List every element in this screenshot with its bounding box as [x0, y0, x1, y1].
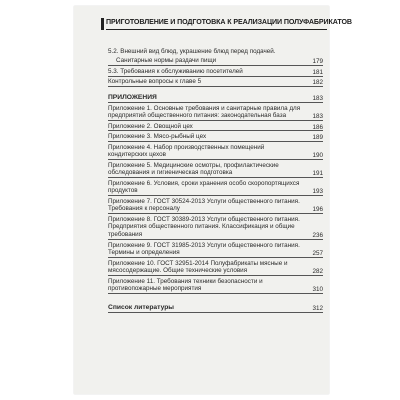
toc-entry-page: 191 [312, 170, 323, 178]
toc-entry [108, 78, 323, 87]
toc-entry-text: Приложение 9. ГОСТ 31985-2013 Услуги общественного питания. Термины и определения [108, 242, 323, 258]
toc-entry-page: 193 [312, 188, 323, 196]
toc-entry-text: Приложение 7. ГОСТ 30524-2013 Услуги общественного питания. Требования к персоналу [108, 198, 323, 214]
toc-entry-text: Приложение 4. Набор производственных помещений кондитерских цехов [108, 144, 323, 160]
toc-entry [108, 133, 323, 142]
toc-entry-page: 282 [312, 268, 323, 276]
header-bar [101, 18, 104, 30]
toc-entry-page: 236 [312, 232, 323, 240]
toc-entry-text: Санитарные нормы раздачи пищи [108, 57, 323, 66]
toc-entry-page: 182 [312, 79, 323, 87]
toc-entry [108, 123, 323, 132]
toc-entry-page: 310 [312, 286, 323, 294]
toc-entry [108, 105, 323, 121]
toc-entry-page: 183 [312, 95, 323, 103]
toc-entry [108, 216, 323, 240]
toc-entry-page: 312 [312, 304, 323, 312]
toc-entry-page: 183 [312, 113, 323, 121]
toc-entry [108, 180, 323, 196]
toc-entry-text: 5.3. Требования к обслуживанию посетителей [108, 68, 323, 77]
toc-entry-page: 189 [312, 134, 323, 142]
toc-entry [108, 162, 323, 178]
toc-entry-text: Приложение 2. Овощной цех [108, 123, 323, 132]
toc-entry-text: Приложение 3. Мясо-рыбный цех [108, 133, 323, 142]
toc-entry-page: 190 [312, 152, 323, 160]
toc-entry-page: 196 [312, 206, 323, 214]
toc-entry [108, 242, 323, 258]
book-page [74, 6, 352, 394]
toc-entry-page: 257 [312, 250, 323, 258]
toc-entry [108, 260, 323, 276]
toc-entry [108, 68, 323, 77]
toc-entry-text: Приложение 11. Требования техники безопасности и противопожарные мероприятия [108, 278, 323, 294]
table-of-contents [108, 48, 323, 314]
toc-entry-text: ПРИЛОЖЕНИЯ [108, 94, 323, 103]
toc-entry [108, 48, 323, 56]
toc-entry-page: 179 [312, 58, 323, 66]
toc-entry-text: Приложение 8. ГОСТ 30389-2013 Услуги общественного питания. Предприятия общественного питания. Классификация и общие требования [108, 216, 323, 240]
toc-entry-text: Контрольные вопросы к главе 5 [108, 78, 323, 87]
toc-entry-text: Список литературы [108, 304, 323, 313]
toc-entry-text: Приложение 6. Условия, сроки хранения особо скоропортящихся продуктов [108, 180, 323, 196]
toc-section-heading [108, 94, 323, 103]
header-title: ПРИГОТОВЛЕНИЕ И ПОДГОТОВКА К РЕАЛИЗАЦИИ ПОЛУФАБРИКАТОВ [106, 18, 352, 26]
toc-entry-text: Приложение 5. Медицинские осмотры, профилактические обследования и гигиеническая подготовка [108, 162, 323, 178]
running-header [106, 16, 352, 30]
toc-entry [108, 57, 323, 66]
toc-entry-page: 186 [312, 123, 323, 131]
toc-entry [108, 198, 323, 214]
toc-entry-text: Приложение 10. ГОСТ 32951-2014 Полуфабрикаты мясные и мясосодержащие. Общие технические условия [108, 260, 323, 276]
toc-entry [108, 144, 323, 160]
toc-entry [108, 278, 323, 294]
toc-entry-text: 5.2. Внешний вид блюд, украшение блюд перед подачей. [108, 48, 276, 55]
toc-entry-page: 181 [312, 68, 323, 76]
toc-section-heading [108, 304, 323, 313]
toc-entry-text: Приложение 1. Основные требования и санитарные правила для предприятий общественного питания: законодательная база [108, 105, 323, 121]
